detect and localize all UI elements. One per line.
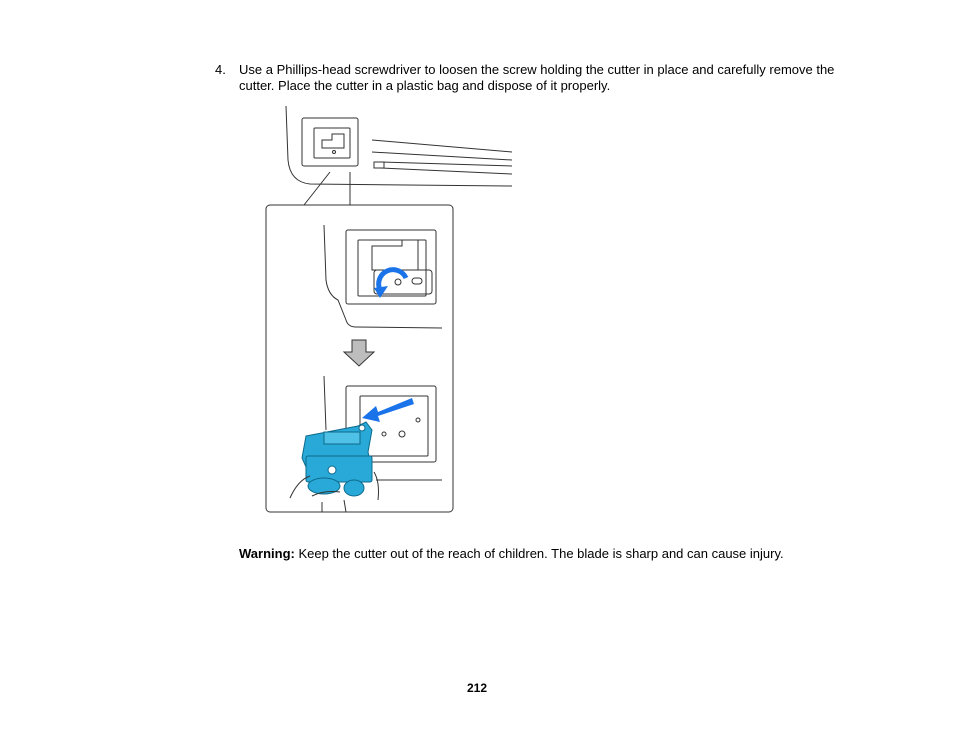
warning-label: Warning: bbox=[239, 546, 295, 561]
cutter-part bbox=[302, 422, 372, 496]
page-number: 212 bbox=[466, 681, 488, 695]
down-arrow-icon bbox=[344, 340, 374, 366]
cutter-removal-illustration bbox=[262, 100, 514, 518]
warning-note bbox=[239, 546, 859, 562]
step-number: 4. bbox=[215, 62, 226, 77]
pull-arrow-icon bbox=[362, 398, 414, 422]
warning-text: Keep the cutter out of the reach of children. The blade is sharp and can cause injury. bbox=[294, 546, 784, 561]
step-text: Use a Phillips-head screwdriver to loosen the screw holding the cutter in place and carefully remove the cutter. Place the cutter in a plastic bag and dispose of it properly. bbox=[239, 62, 835, 93]
printer-overview bbox=[286, 106, 512, 186]
